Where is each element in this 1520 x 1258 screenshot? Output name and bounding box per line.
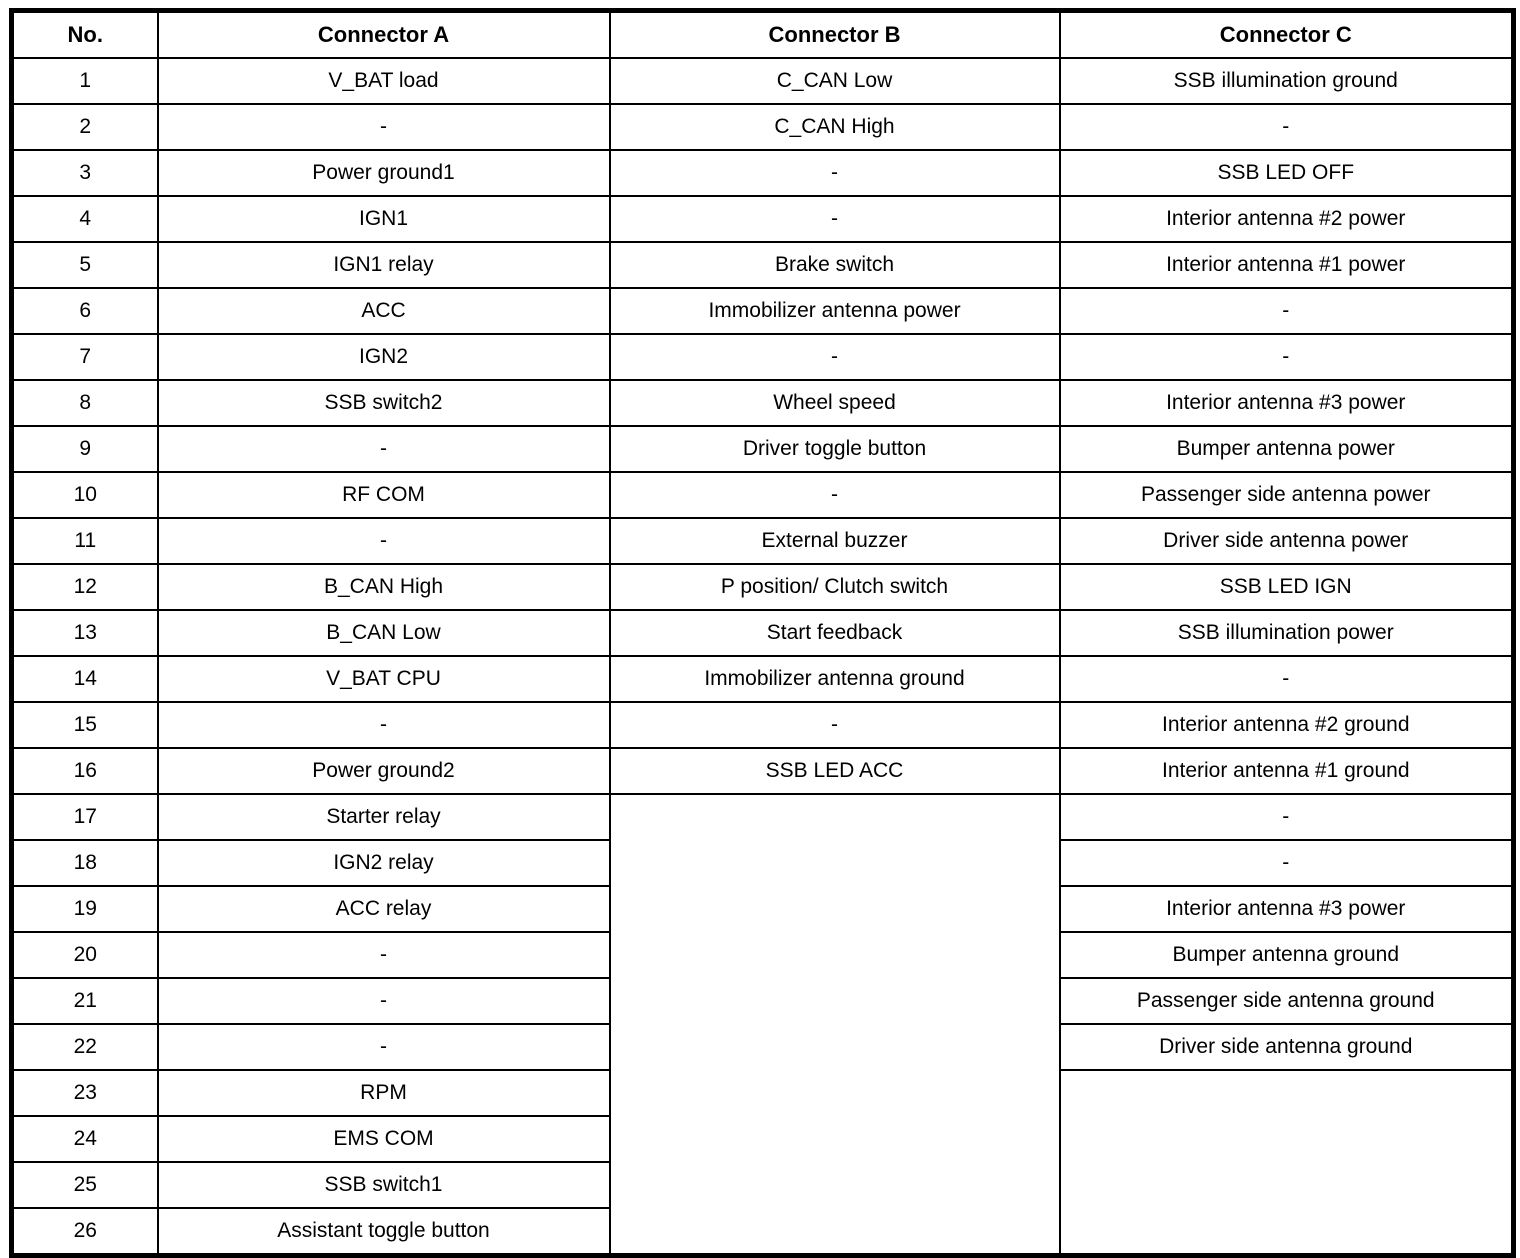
row-number-cell: 1 <box>12 58 158 104</box>
table-cell: Interior antenna #1 power <box>1060 242 1514 288</box>
table-cell: - <box>158 978 610 1024</box>
table-cell: - <box>610 702 1060 748</box>
table-row <box>12 196 1514 242</box>
row-number-cell: 8 <box>12 380 158 426</box>
table-cell: RF COM <box>158 472 610 518</box>
table-cell: External buzzer <box>610 518 1060 564</box>
column-header-connector-c: Connector C <box>1060 11 1514 59</box>
table-cell: - <box>1060 104 1514 150</box>
table-cell: Interior antenna #1 ground <box>1060 748 1514 794</box>
table-cell: C_CAN Low <box>610 58 1060 104</box>
table-row <box>12 702 1514 748</box>
table-cell: Immobilizer antenna power <box>610 288 1060 334</box>
table-cell: SSB illumination power <box>1060 610 1514 656</box>
row-number-cell: 19 <box>12 886 158 932</box>
table-cell: IGN1 <box>158 196 610 242</box>
table-cell: SSB LED OFF <box>1060 150 1514 196</box>
row-number-cell: 18 <box>12 840 158 886</box>
row-number-cell: 22 <box>12 1024 158 1070</box>
table-cell: Interior antenna #3 power <box>1060 886 1514 932</box>
column-header-no: No. <box>12 11 158 59</box>
table-cell: - <box>610 334 1060 380</box>
table-cell: Immobilizer antenna ground <box>610 656 1060 702</box>
table-cell: V_BAT load <box>158 58 610 104</box>
table-cell: Starter relay <box>158 794 610 840</box>
column-header-connector-b: Connector B <box>610 11 1060 59</box>
table-cell: - <box>610 472 1060 518</box>
table-row <box>12 656 1514 702</box>
table-cell: - <box>158 104 610 150</box>
table-cell: Driver toggle button <box>610 426 1060 472</box>
row-number-cell: 3 <box>12 150 158 196</box>
table-row <box>12 794 1514 840</box>
table-cell: SSB switch1 <box>158 1162 610 1208</box>
table-cell: IGN1 relay <box>158 242 610 288</box>
table-row <box>12 288 1514 334</box>
row-number-cell: 5 <box>12 242 158 288</box>
row-number-cell: 7 <box>12 334 158 380</box>
table-row <box>12 472 1514 518</box>
table-cell: Assistant toggle button <box>158 1208 610 1256</box>
table-cell: - <box>1060 840 1514 886</box>
table-cell: IGN2 <box>158 334 610 380</box>
row-number-cell: 10 <box>12 472 158 518</box>
table-row <box>12 610 1514 656</box>
table-row <box>12 518 1514 564</box>
table-cell: RPM <box>158 1070 610 1116</box>
row-number-cell: 17 <box>12 794 158 840</box>
row-number-cell: 9 <box>12 426 158 472</box>
header-row <box>12 11 1514 59</box>
table-cell: - <box>158 1024 610 1070</box>
row-number-cell: 26 <box>12 1208 158 1256</box>
row-number-cell: 14 <box>12 656 158 702</box>
table-cell: Driver side antenna power <box>1060 518 1514 564</box>
table-row <box>12 104 1514 150</box>
row-number-cell: 13 <box>12 610 158 656</box>
table-cell <box>610 794 1060 1256</box>
table-row <box>12 748 1514 794</box>
table-cell: - <box>158 518 610 564</box>
table-cell: P position/ Clutch switch <box>610 564 1060 610</box>
table-cell: ACC relay <box>158 886 610 932</box>
table-cell: Wheel speed <box>610 380 1060 426</box>
table-cell: Interior antenna #2 power <box>1060 196 1514 242</box>
table-cell: Brake switch <box>610 242 1060 288</box>
row-number-cell: 2 <box>12 104 158 150</box>
table-cell: SSB LED ACC <box>610 748 1060 794</box>
table-cell: Passenger side antenna power <box>1060 472 1514 518</box>
table-cell: ACC <box>158 288 610 334</box>
table-cell: EMS COM <box>158 1116 610 1162</box>
table-cell: Bumper antenna power <box>1060 426 1514 472</box>
row-number-cell: 12 <box>12 564 158 610</box>
table-cell: - <box>1060 288 1514 334</box>
column-header-connector-a: Connector A <box>158 11 610 59</box>
table-cell: B_CAN High <box>158 564 610 610</box>
table-cell: - <box>158 426 610 472</box>
table-cell: - <box>1060 656 1514 702</box>
table-cell: Driver side antenna ground <box>1060 1024 1514 1070</box>
table-cell: Start feedback <box>610 610 1060 656</box>
connector-pinout-table <box>9 8 1516 1258</box>
row-number-cell: 11 <box>12 518 158 564</box>
table-cell: Bumper antenna ground <box>1060 932 1514 978</box>
row-number-cell: 24 <box>12 1116 158 1162</box>
table-cell: Passenger side antenna ground <box>1060 978 1514 1024</box>
row-number-cell: 21 <box>12 978 158 1024</box>
table-cell: SSB LED IGN <box>1060 564 1514 610</box>
table-cell: - <box>1060 794 1514 840</box>
row-number-cell: 15 <box>12 702 158 748</box>
table-cell: - <box>610 150 1060 196</box>
table-row <box>12 58 1514 104</box>
row-number-cell: 20 <box>12 932 158 978</box>
table-cell: SSB illumination ground <box>1060 58 1514 104</box>
table-cell: Power ground2 <box>158 748 610 794</box>
table-row <box>12 150 1514 196</box>
row-number-cell: 4 <box>12 196 158 242</box>
table-cell: - <box>158 932 610 978</box>
row-number-cell: 23 <box>12 1070 158 1116</box>
table-cell: B_CAN Low <box>158 610 610 656</box>
table-row <box>12 380 1514 426</box>
table-cell: Interior antenna #2 ground <box>1060 702 1514 748</box>
table-cell: IGN2 relay <box>158 840 610 886</box>
table-cell: V_BAT CPU <box>158 656 610 702</box>
table-cell: Interior antenna #3 power <box>1060 380 1514 426</box>
table-cell: C_CAN High <box>610 104 1060 150</box>
table-row <box>12 242 1514 288</box>
row-number-cell: 6 <box>12 288 158 334</box>
row-number-cell: 16 <box>12 748 158 794</box>
table-cell: Power ground1 <box>158 150 610 196</box>
table-cell: SSB switch2 <box>158 380 610 426</box>
table-cell: - <box>158 702 610 748</box>
table-cell: - <box>1060 334 1514 380</box>
table-row <box>12 426 1514 472</box>
row-number-cell: 25 <box>12 1162 158 1208</box>
table-cell <box>1060 1070 1514 1256</box>
table-row <box>12 334 1514 380</box>
table-cell: - <box>610 196 1060 242</box>
table-row <box>12 564 1514 610</box>
